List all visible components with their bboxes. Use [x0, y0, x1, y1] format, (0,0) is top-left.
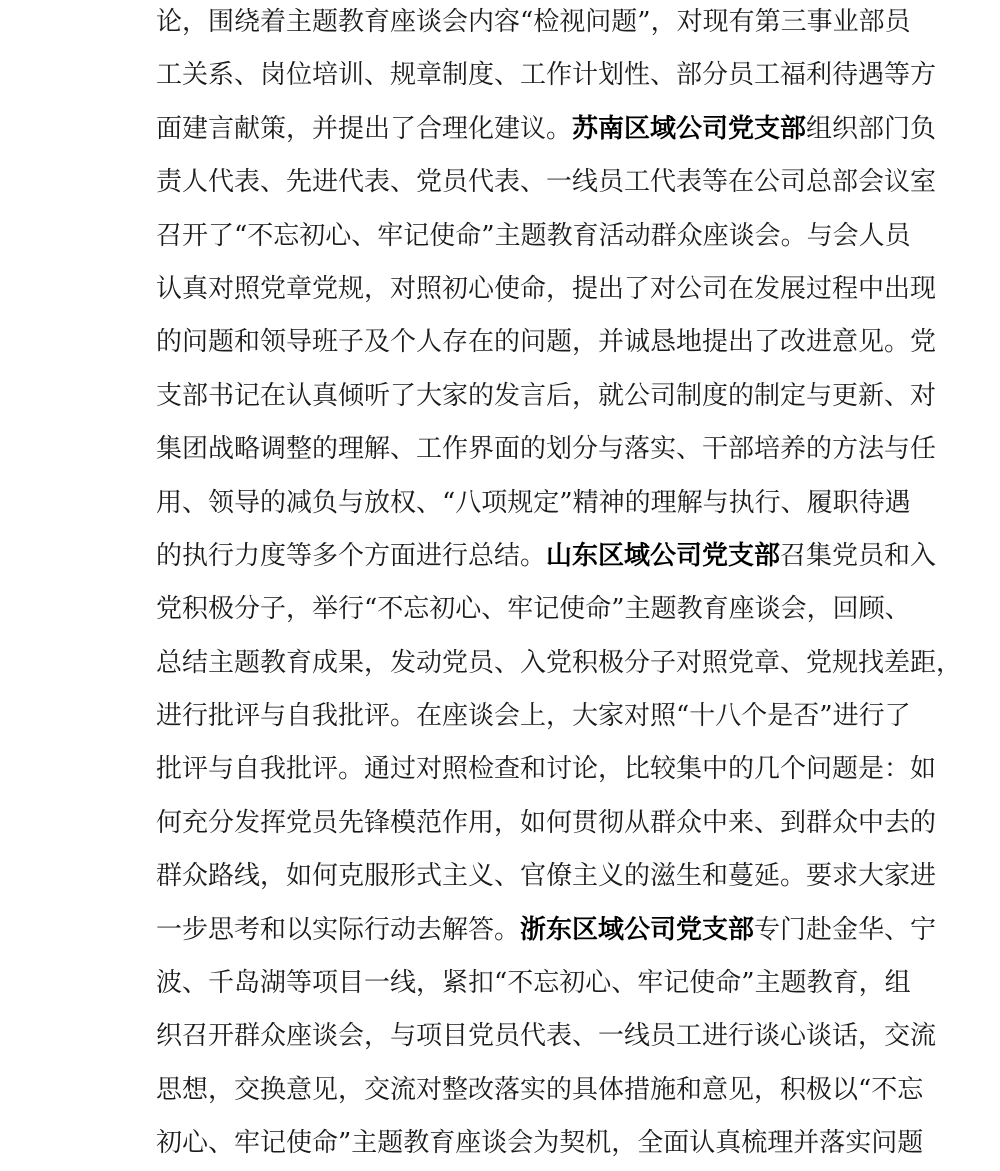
- text-segment: 党积极分子，举行“不忘初心、牢记使命”主题教育座谈会，回顾、: [156, 594, 911, 625]
- text-segment: 的执行力度等多个方面进行总结。: [156, 540, 547, 571]
- text-segment: 织召开群众座谈会，与项目党员代表、一线员工进行谈心谈话，交流: [156, 1021, 937, 1052]
- text-line: [156, 904, 937, 957]
- text-segment: 一步思考和以实际行动去解答。: [156, 914, 521, 945]
- text-segment: 论，围绕着主题教育座谈会内容“检视问题”，对现有第三事业部员: [156, 7, 911, 37]
- text-segment: 何充分发挥党员先锋模范作用，如何贯彻从群众中来、到群众中去的: [156, 807, 937, 838]
- text-segment: 的问题和领导班子及个人存在的问题，并诚恳地提出了改进意见。党: [156, 327, 937, 358]
- document-body-text: [156, 0, 963, 1171]
- bold-party-branch-name: 浙东区域公司党支部: [520, 914, 755, 945]
- text-line: [156, 743, 937, 796]
- text-line: [156, 637, 963, 690]
- text-segment: 支部书记在认真倾听了大家的发言后，就公司制度的制定与更新、对: [156, 380, 937, 411]
- text-segment: 波、千岛湖等项目一线，紧扣“不忘初心、牢记使命”主题教育，组: [156, 968, 911, 999]
- text-segment: 用、领导的减负与放权、“八项规定”精神的理解与执行、履职待遇: [156, 487, 911, 518]
- text-segment: 工关系、岗位培训、规章制度、工作计划性、部分员工福利待遇等方: [156, 60, 937, 91]
- text-line: [156, 316, 937, 369]
- text-segment: 群众路线，如何克服形式主义、官僚主义的滋生和蔓延。要求大家进: [156, 861, 937, 892]
- bold-party-branch-name: 苏南区域公司党支部: [572, 113, 807, 144]
- text-segment: 组织部门负: [806, 113, 937, 144]
- text-segment: 召集党员和入: [780, 540, 937, 571]
- text-line: [156, 583, 911, 636]
- text-line: [156, 850, 937, 903]
- text-line: [156, 0, 911, 49]
- text-segment: 认真对照党章党规，对照初心使命，提出了对公司在发展过程中出现: [156, 273, 937, 304]
- text-segment: 召开了“不忘初心、牢记使命”主题教育活动群众座谈会。与会人员: [156, 220, 911, 251]
- text-line: [156, 263, 937, 316]
- text-line: [156, 103, 937, 156]
- text-line: [156, 1064, 924, 1117]
- text-segment: 责人代表、先进代表、党员代表、一线员工代表等在公司总部会议室: [156, 167, 937, 198]
- text-segment: 面建言献策，并提出了合理化建议。: [156, 113, 573, 144]
- text-line: [156, 1010, 937, 1063]
- text-line: [156, 49, 937, 102]
- text-line: [156, 370, 937, 423]
- bold-party-branch-name: 山东区域公司党支部: [546, 540, 781, 571]
- text-line: [156, 797, 937, 850]
- text-segment: 思想，交换意见，交流对整改落实的具体措施和意见，积极以“不忘: [156, 1074, 924, 1105]
- text-line: [156, 477, 911, 530]
- text-segment: 批评与自我批评。通过对照检查和讨论，比较集中的几个问题是：如: [156, 754, 937, 785]
- text-line: [156, 156, 937, 209]
- text-segment: 初心、牢记使命”主题教育座谈会为契机，全面认真梳理并落实问题: [156, 1128, 924, 1159]
- text-line: [156, 957, 911, 1010]
- text-line: [156, 690, 911, 743]
- text-segment: 集团战略调整的理解、工作界面的划分与落实、干部培养的方法与任: [156, 434, 937, 465]
- text-segment: 进行批评与自我批评。在座谈会上，大家对照“十八个是否”进行了: [156, 701, 911, 732]
- text-line: [156, 423, 937, 476]
- text-line: [156, 210, 911, 263]
- text-segment: 总结主题教育成果，发动党员、入党积极分子对照党章、党规找差距，: [156, 647, 963, 678]
- text-segment: 专门赴金华、宁: [754, 914, 937, 945]
- text-line: [156, 530, 937, 583]
